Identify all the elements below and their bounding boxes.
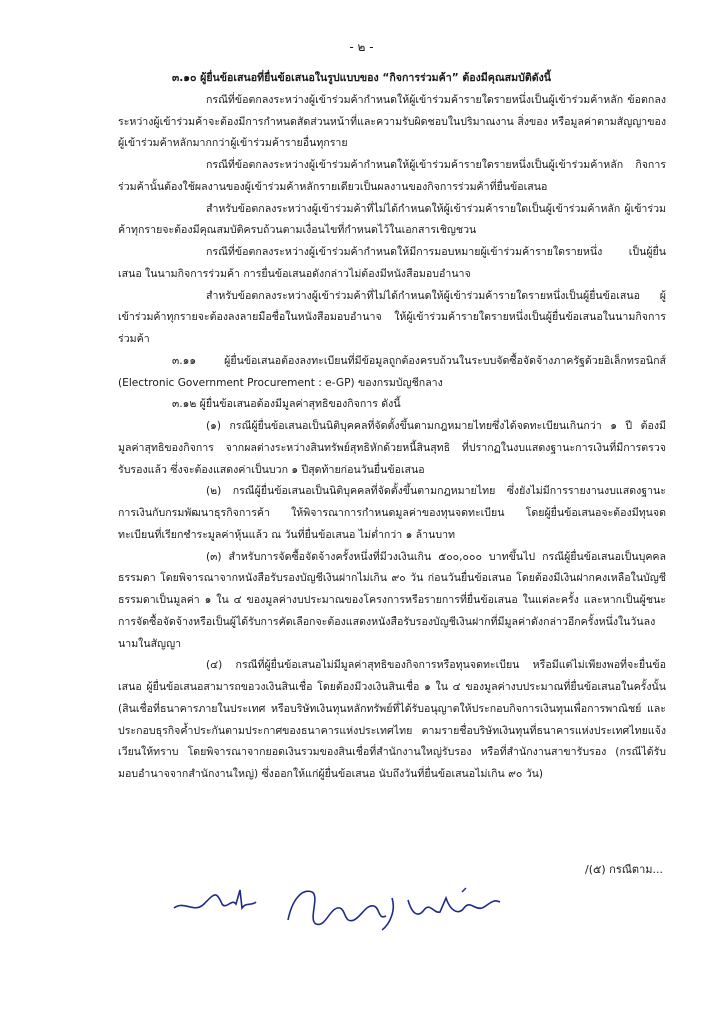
signature-2 [282, 880, 412, 940]
page-number: - ๒ - [349, 40, 374, 54]
clause-3-10-heading: ๓.๑๐ ผู้ยื่นข้อเสนอที่ยื่นข้อเสนอในรูปแบบของ “กิจการร่วมค้า” ต้องมีคุณสมบัติดังนี้ [172, 72, 552, 84]
continuation-marker: /(๕) กรณีตาม... [585, 863, 663, 876]
signature-3 [402, 880, 512, 930]
paragraph-lead-partner-obligations: กรณีที่ข้อตกลงระหว่างผู้เข้าร่วมค้ากำหนดให้ผู้เข้าร่วมค้ารายใดรายหนึ่งเป็นผู้เข้าร่วมค้าหลัก ข้อตกลงระหว่างผู้เข้าร่วมค้าจะต้องมีการกำหนดสัดส่วนหน้าที่และความรับผิดชอบในปริมาณงาน สิ่งของ หรือมูลค่าตามสัญญาของผู้เข้าร่วมค้าหลักมากกว่าผู้เข้าร่วมค้ารายอื่นทุกราย [118, 93, 666, 150]
clause-3-12-heading: ๓.๑๒ ผู้ยื่นข้อเสนอต้องมีมูลค่าสุทธิของกิจการ ดังนี้ [172, 398, 401, 411]
clause-3-12-item-1: (๑) กรณีผู้ยื่นข้อเสนอเป็นนิติบุคคลที่จัดตั้งขึ้นตามกฎหมายไทยซึ่งได้จดทะเบียนเกินกว่า ๑ ปี ต้องมีมูลค่าสุทธิของกิจการ จากผลต่างระหว่างสินทรัพย์สุทธิหักด้วยหนี้สินสุทธิ ที่ปรากฏในงบแสดงฐานะการเงินที่มีการตรวจรับรองแล้ว ซึ่งจะต้องแสดงค่าเป็นบวก ๑ ปีสุดท้ายก่อนวันยื่นข้อเสนอ [118, 420, 666, 476]
clause-3-12-item-4: (๔) กรณีที่ผู้ยื่นข้อเสนอไม่มีมูลค่าสุทธิของกิจการหรือทุนจดทะเบียน หรือมีแต่ไม่เพียงพอที่จะยื่นข้อเสนอ ผู้ยื่นข้อเสนอสามารถขอวงเงินสินเชื่อ โดยต้องมีวงเงินสินเชื่อ ๑ ใน ๔ ของมูลค่างบประมาณที่ยื่นข้อเสนอในครั้งนั้น (สินเชื่อที่ธนาคารภายในประเทศ หรือบริษัทเงินทุนหลักทรัพย์ที่ได้รับอนุญาตให้ประกอบกิจการเงินทุนเพื่อการพาณิชย์ และประกอบธุรกิจค้ำประกันตามประกาศของธนาคารแห่งประเทศไทย ตามรายชื่อบริษัทเงินทุนที่ธนาคารแห่งประเทศไทยแจ้งเวียนให้ทราบ โดยพิจารณาจากยอดเงินรวมของสินเชื่อที่สำนักงานใหญ่รับรอง หรือที่สำนักงานสาขารับรอง (กรณีได้รับมอบอำนาจจากสำนักงานใหญ่) ซึ่งออกให้แก่ผู้ยื่นข้อเสนอ นับถึงวันที่ยื่นข้อเสนอไม่เกิน ๙๐ วัน) [118, 659, 666, 780]
paragraph-lead-partner-works: กรณีที่ข้อตกลงระหว่างผู้เข้าร่วมค้ากำหนดให้ผู้เข้าร่วมค้ารายใดรายหนึ่งเป็นผู้เข้าร่วมค้าหลัก กิจการร่วมค้านั้นต้องใช้ผลงานของผู้เข้าร่วมค้าหลักรายเดียวเป็นผลงานของกิจการร่วมค้าที่ยื่นข้อเสนอ [118, 159, 666, 193]
clause-3-12-item-2: (๒) กรณีผู้ยื่นข้อเสนอเป็นนิติบุคคลที่จัดตั้งขึ้นตามกฎหมายไทย ซึ่งยังไม่มีการรายงานงบแสดงฐานะการเงินกับกรมพัฒนาธุรกิจการค้า ให้พิจารณาการกำหนดมูลค่าของทุนจดทะเบียน โดยผู้ยื่นข้อเสนอจะต้องมีทุนจดทะเบียนที่เรียกชำระมูลค่าหุ้นแล้ว ณ วันที่ยื่นข้อเสนอ ไม่ต่ำกว่า ๑ ล้านบาท [118, 485, 666, 541]
signature-1 [170, 880, 260, 920]
document-body [118, 68, 666, 786]
clause-3-11: ๓.๑๑ ผู้ยื่นข้อเสนอต้องลงทะเบียนที่มีข้อมูลถูกต้องครบถ้วนในระบบจัดซื้อจัดจ้างภาครัฐด้วยอิเล็กทรอนิกส์ (Electronic Government Procurement : e-GP) ของกรมบัญชีกลาง [118, 354, 666, 389]
clause-3-12-item-3: (๓) สำหรับการจัดซื้อจัดจ้างครั้งหนึ่งที่มีวงเงินเกิน ๕๐๐,๐๐๐ บาทขึ้นไป กรณีผู้ยื่นข้อเสนอเป็นบุคคลธรรมดา โดยพิจารณาจากหนังสือรับรองบัญชีเงินฝากไม่เกิน ๙๐ วัน ก่อนวันยื่นข้อเสนอ โดยต้องมีเงินฝากคงเหลือในบัญชีธรรมดาเป็นมูลค่า ๑ ใน ๔ ของมูลค่างบประมาณของโครงการหรือรายการที่ยื่นข้อเสนอ ในแต่ละครั้ง และหากเป็นผู้ชนะการจัดซื้อจัดจ้างหรือเป็นผู้ได้รับการคัดเลือกจะต้องแสดงหนังสือรับรองบัญชีเงินฝากที่มีมูลค่าดังกล่าวอีกครั้งหนึ่งในวันลงนามในสัญญา [118, 550, 666, 650]
paragraph-no-lead-partner: สำหรับข้อตกลงระหว่างผู้เข้าร่วมค้าที่ไม่ได้กำหนดให้ผู้เข้าร่วมค้ารายใดเป็นผู้เข้าร่วมค้าหลัก ผู้เข้าร่วมค้าทุกรายจะต้องมีคุณสมบัติครบถ้วนตามเงื่อนไขที่กำหนดไว้ในเอกสารเชิญชวน [118, 202, 666, 237]
paragraph-designated-bidder: กรณีที่ข้อตกลงระหว่างผู้เข้าร่วมค้ากำหนดให้มีการมอบหมายผู้เข้าร่วมค้ารายใดรายหนึ่ง เป็นผู้ยื่นเสนอ ในนามกิจการร่วมค้า การยื่นข้อเสนอดังกล่าวไม่ต้องมีหนังสือมอบอำนาจ [118, 246, 666, 280]
paragraph-power-of-attorney: สำหรับข้อตกลงระหว่างผู้เข้าร่วมค้าที่ไม่ได้กำหนดให้ผู้เข้าร่วมค้ารายใดรายหนึ่งเป็นผู้ยื่นข้อเสนอ ผู้เข้าร่วมค้าทุกรายจะต้องลงลายมือชื่อในหนังสือมอบอำนาจ ให้ผู้เข้าร่วมค้ารายใดรายหนึ่งเป็นผู้ยื่นข้อเสนอในนามกิจการร่วมค้า [118, 289, 666, 345]
